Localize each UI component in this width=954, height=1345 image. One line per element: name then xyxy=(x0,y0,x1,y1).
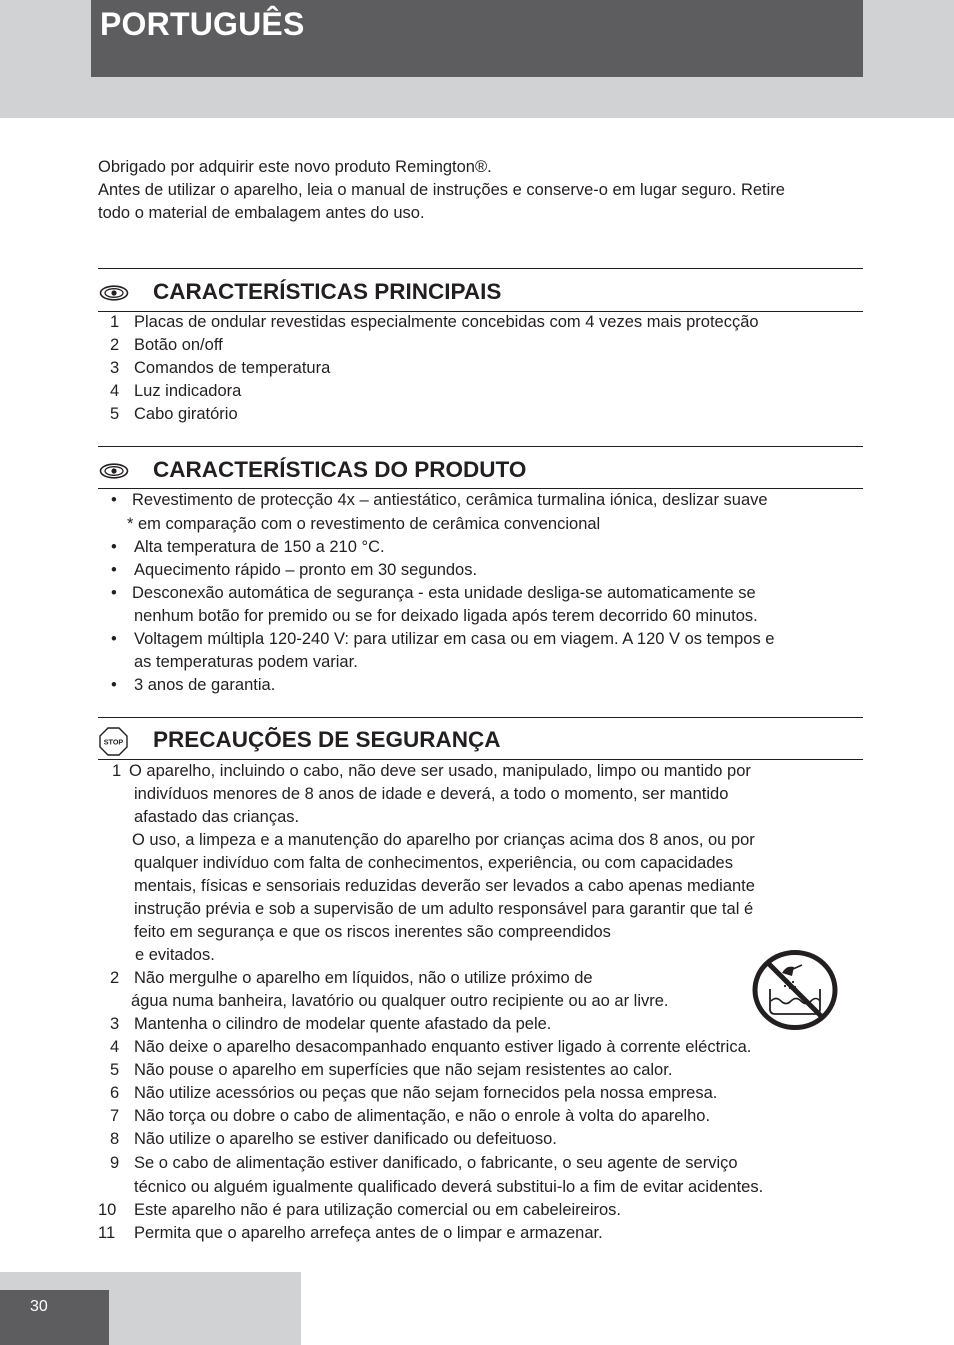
section-rule-top xyxy=(98,717,863,718)
list-item-continued: nenhum botão for premido ou se for deixado ligada após terem decorrido 60 minutos. xyxy=(134,607,758,625)
list-item-continued: afastado das crianças. xyxy=(134,808,300,826)
list-item: Permita que o aparelho arrefeça antes de o limpar e armazenar. xyxy=(134,1224,603,1242)
list-item-continued: e evitados. xyxy=(135,946,215,964)
list-number: 3 xyxy=(110,1015,120,1033)
page-number: 30 xyxy=(30,1298,48,1315)
list-item-continued: O uso, a limpeza e a manutenção do aparelho por crianças acima dos 8 anos, ou por xyxy=(132,831,755,849)
list-item: Placas de ondular revestidas especialmente concebidas com 4 vezes mais protecção xyxy=(134,313,759,331)
section-title-product: CARACTERÍSTICAS DO PRODUTO xyxy=(153,457,527,482)
list-number: 2 xyxy=(110,336,120,354)
list-item-continued: instrução prévia e sob a supervisão de um adulto responsável para garantir que tal é xyxy=(134,900,754,918)
list-item: Luz indicadora xyxy=(134,382,242,400)
bullet: • xyxy=(111,630,117,648)
section-rule-top xyxy=(98,268,863,269)
eye-icon xyxy=(99,285,129,301)
list-item-continued: indivíduos menores de 8 anos de idade e deverá, a todo o momento, ser mantido xyxy=(134,785,729,803)
bullet: • xyxy=(111,561,117,579)
list-item: Este aparelho não é para utilização comercial ou em cabeleireiros. xyxy=(134,1201,622,1219)
list-item: Voltagem múltipla 120-240 V: para utilizar em casa ou em viagem. A 120 V os tempos e xyxy=(134,630,775,648)
page-number-box xyxy=(0,1290,109,1345)
list-number: 5 xyxy=(110,405,120,423)
section-title-safety: PRECAUÇÕES DE SEGURANÇA xyxy=(153,727,501,752)
list-item: Não torça ou dobre o cabo de alimentação, e não o enrole à volta do aparelho. xyxy=(134,1107,711,1125)
list-item: Mantenha o cilindro de modelar quente afastado da pele. xyxy=(134,1015,552,1033)
list-item: Revestimento de protecção 4x – antiestático, cerâmica turmalina iónica, deslizar suave xyxy=(132,491,768,509)
list-item-continued: as temperaturas podem variar. xyxy=(134,653,358,671)
bullet: • xyxy=(111,491,117,509)
list-number: 8 xyxy=(110,1130,120,1148)
list-item: Se o cabo de alimentação estiver danificado, o fabricante, o seu agente de serviço xyxy=(134,1154,738,1172)
list-item-continued: feito em segurança e que os riscos inerentes são compreendidos xyxy=(134,923,611,941)
list-item-continued: qualquer indivíduo com falta de conhecimentos, experiência, ou com capacidades xyxy=(134,854,733,872)
list-item: Não mergulhe o aparelho em líquidos, não o utilize próximo de xyxy=(134,969,593,987)
list-item: Comandos de temperatura xyxy=(134,359,331,377)
intro-line-3: todo o material de embalagem antes do uso. xyxy=(98,204,425,222)
list-number: 1 xyxy=(110,313,120,331)
list-item: Botão on/off xyxy=(134,336,223,354)
list-number: 6 xyxy=(110,1084,120,1102)
stop-sign-icon xyxy=(99,727,128,756)
footnote: * em comparação com o revestimento de cerâmica convencional xyxy=(127,515,601,533)
list-number: 4 xyxy=(110,1038,120,1056)
list-item-continued: água numa banheira, lavatório ou qualquer outro recipiente ou ao ar livre. xyxy=(131,992,669,1010)
intro-line-2: Antes de utilizar o aparelho, leia o manual de instruções e conserve-o em lugar seguro. Retire xyxy=(98,181,785,199)
eye-icon xyxy=(99,463,129,479)
page-title: PORTUGUÊS xyxy=(100,6,305,42)
list-item: Não pouse o aparelho em superfícies que não sejam resistentes ao calor. xyxy=(134,1061,673,1079)
stop-sign-label: STOP xyxy=(103,737,124,747)
section-rule-top xyxy=(98,446,863,447)
list-item: Não deixe o aparelho desacompanhado enquanto estiver ligado à corrente eléctrica. xyxy=(134,1038,752,1056)
bullet: • xyxy=(111,584,117,602)
list-number: 5 xyxy=(110,1061,120,1079)
list-number: 3 xyxy=(110,359,120,377)
list-item: Cabo giratório xyxy=(134,405,238,423)
list-number: 7 xyxy=(110,1107,120,1125)
list-number: 2 xyxy=(110,969,120,987)
list-item: Aquecimento rápido – pronto em 30 segundos. xyxy=(134,561,478,579)
list-item-continued: técnico ou alguém igualmente qualificado deverá substitui-lo a fim de evitar acidentes. xyxy=(134,1178,764,1196)
list-number: 9 xyxy=(110,1154,120,1172)
list-item: Não utilize o aparelho se estiver danificado ou defeituoso. xyxy=(134,1130,557,1148)
list-item: Desconexão automática de segurança - esta unidade desliga-se automaticamente se xyxy=(132,584,756,602)
section-title-features: CARACTERÍSTICAS PRINCIPAIS xyxy=(153,279,502,304)
list-number: 4 xyxy=(110,382,120,400)
bullet: • xyxy=(111,538,117,556)
list-item: O aparelho, incluindo o cabo, não deve ser usado, manipulado, limpo ou mantido por xyxy=(129,762,751,780)
list-number: 11 xyxy=(98,1224,116,1242)
title-bar xyxy=(91,0,863,77)
no-water-icon xyxy=(752,949,838,1031)
list-number: 10 xyxy=(98,1201,117,1219)
bullet: • xyxy=(111,676,117,694)
list-item: Alta temperatura de 150 a 210 °C. xyxy=(134,538,385,556)
intro-line-1: Obrigado por adquirir este novo produto Remington®. xyxy=(98,158,492,176)
list-item-continued: mentais, físicas e sensoriais reduzidas deverão ser levados a cabo apenas mediante xyxy=(134,877,755,895)
list-number: 1 xyxy=(112,762,122,780)
list-item: Não utilize acessórios ou peças que não sejam fornecidos pela nossa empresa. xyxy=(134,1084,718,1102)
list-item: 3 anos de garantia. xyxy=(134,676,276,694)
